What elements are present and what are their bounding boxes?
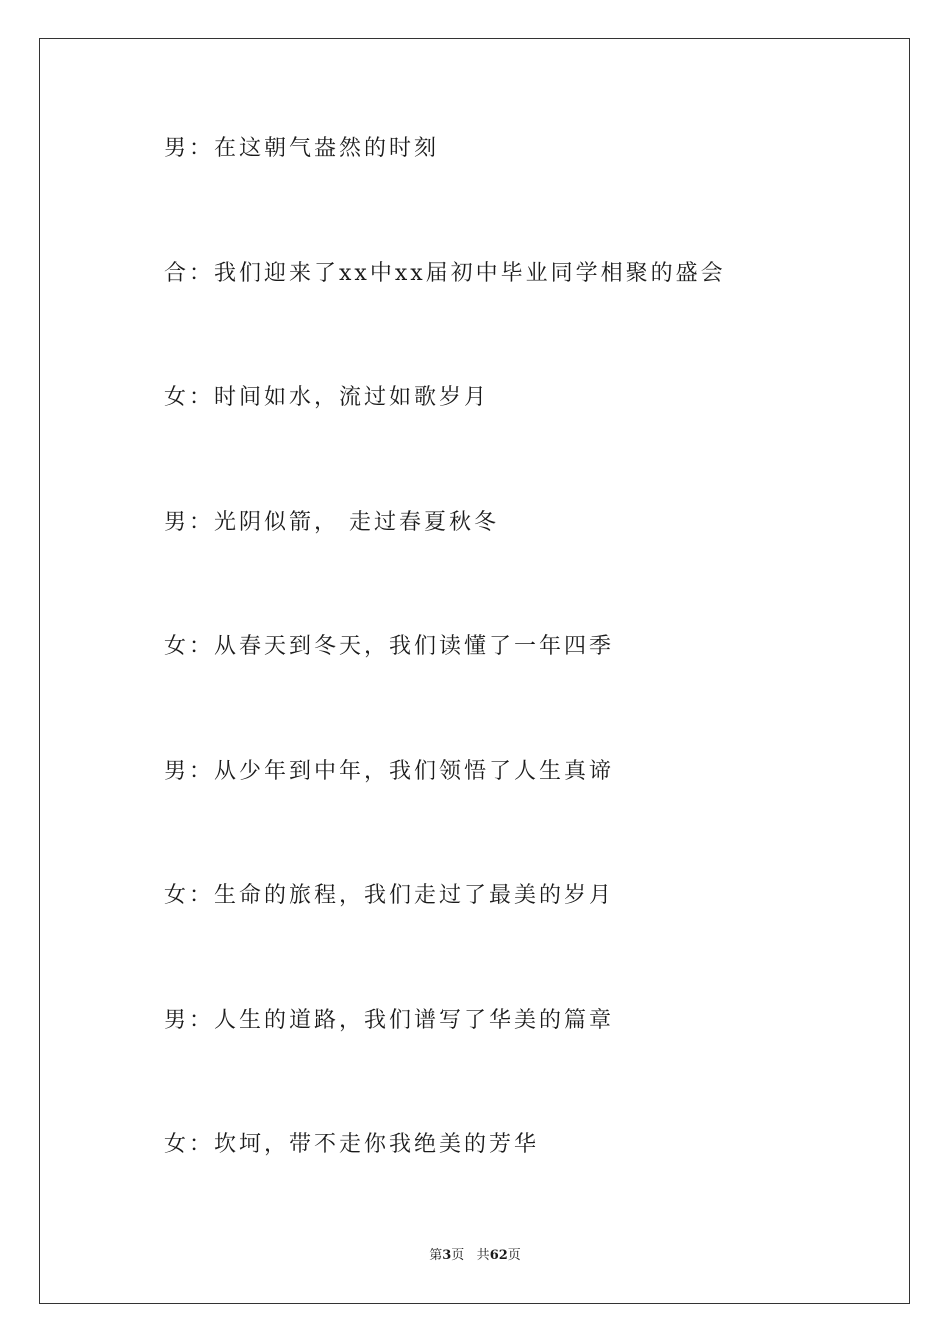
script-line: 女：时间如水，流过如歌岁月 [164, 385, 490, 410]
footer-page-prefix: 第 [429, 1248, 443, 1263]
footer-page-suffix: 页 [451, 1248, 465, 1263]
footer-total-suffix: 页 [507, 1248, 521, 1263]
script-line: 男：人生的道路，我们谱写了华美的篇章 [164, 1008, 615, 1033]
script-line: 合：我们迎来了xx中xx届初中毕业同学相聚的盛会 [164, 261, 726, 286]
page-border [39, 38, 910, 1304]
script-line: 男：在这朝气盎然的时刻 [164, 136, 440, 161]
footer-total-prefix: 共 [476, 1248, 490, 1263]
page-footer [0, 1247, 950, 1265]
script-line: 女：坎坷，带不走你我绝美的芳华 [164, 1132, 540, 1157]
footer-page-number: 3 [442, 1248, 452, 1263]
script-line: 女：生命的旅程，我们走过了最美的岁月 [164, 883, 615, 908]
script-line: 女：从春天到冬天，我们读懂了一年四季 [164, 634, 615, 659]
footer-total-pages: 62 [489, 1248, 508, 1263]
script-line: 男：光阴似箭， 走过春夏秋冬 [164, 510, 499, 535]
script-line: 男：从少年到中年，我们领悟了人生真谛 [164, 759, 615, 784]
